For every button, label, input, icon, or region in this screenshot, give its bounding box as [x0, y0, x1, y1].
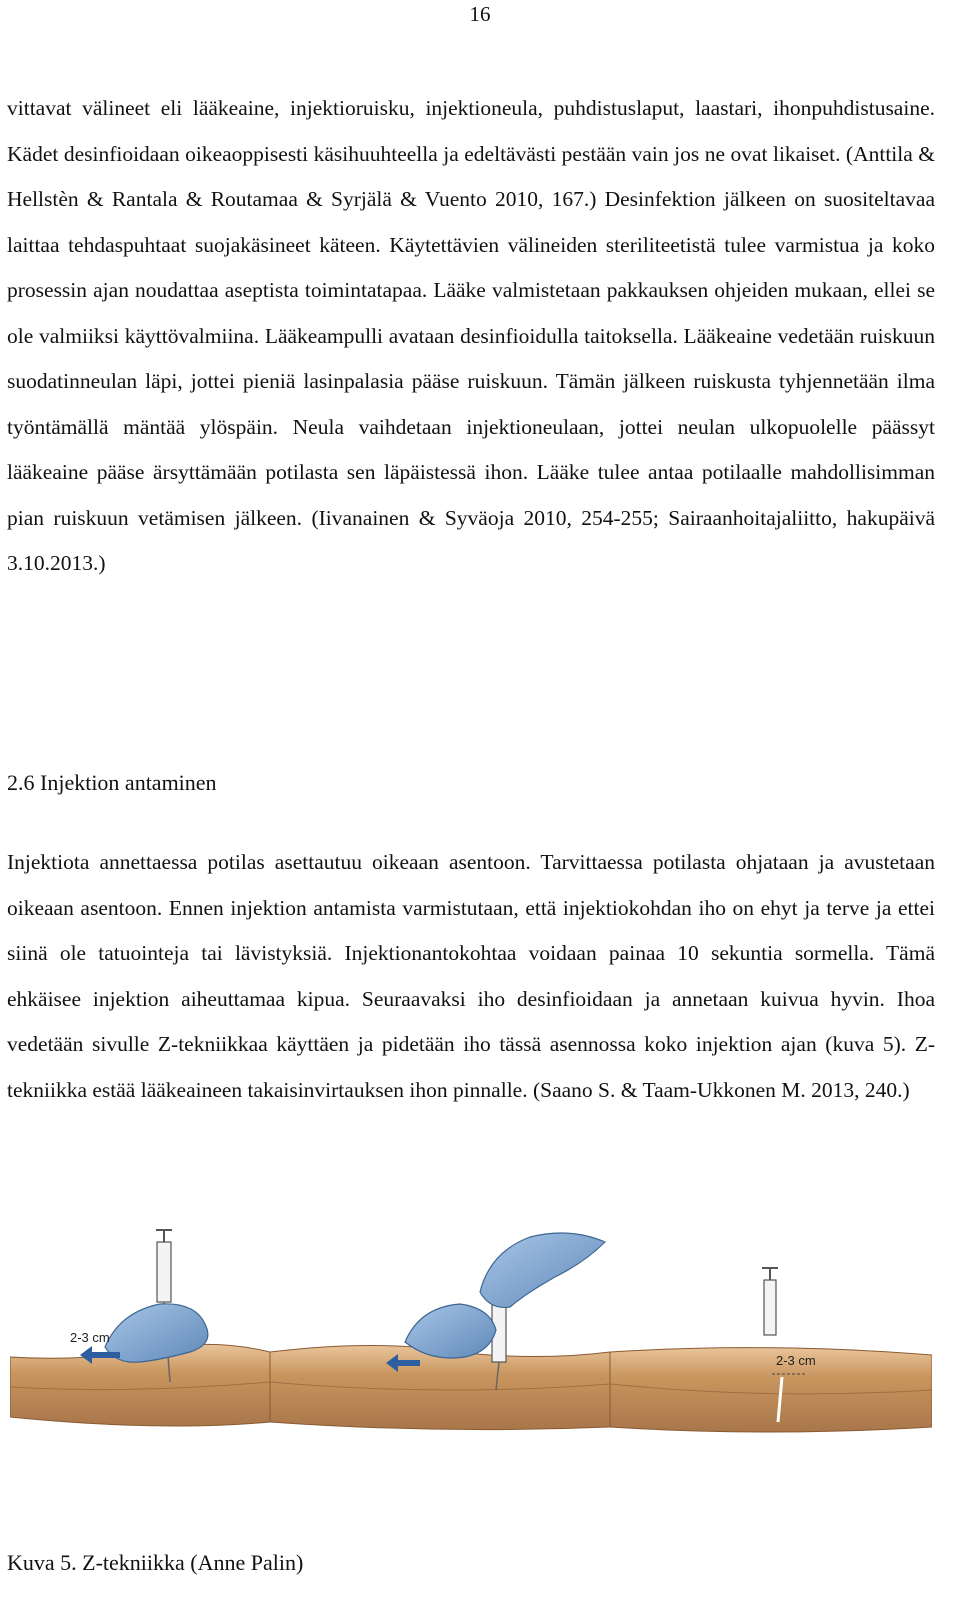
glove-2-upper	[480, 1233, 605, 1307]
z-technique-illustration	[10, 1212, 932, 1507]
skin-layer-3	[610, 1348, 932, 1432]
section-heading: 2.6 Injektion antaminen	[7, 770, 217, 795]
distance-label-right: 2-3 cm	[776, 1353, 816, 1368]
figure-caption: Kuva 5. Z-tekniikka (Anne Palin)	[7, 1550, 304, 1575]
body-paragraph-1: vittavat välineet eli lääkeaine, injektioruisku, injektioneula, puhdistuslaput, laastari, ihonpuhdistusaine. Kädet desinfioidaan oikeaoppisesti käsihuuhteella ja edeltävästi pestään vain jos ne ovat likaiset. (Anttila & Hellstèn & Rantala & Routamaa & Syrjälä & Vuento 2010, 167.) Desinfektion jälkeen on suositeltavaa laittaa tehdaspuhtaat suojakäsineet käteen. Käytettävien välineiden steriliteetistä tulee varmistua ja koko prosessin ajan noudattaa aseptista toimintatapaa. Lääke valmistetaan pakkauksen ohjeiden mukaan, ellei se ole valmiiksi käyttövalmiina. Lääkeampulli avataan desinfioidulla taitoksella. Lääkeaine vedetään ruiskuun suodatinneulan läpi, jottei pieniä lasinpalasia pääse ruiskuun. Tämän jälkeen ruiskusta tyhjennetään ilma työntämällä mäntää ylöspäin. Neula vaihdetaan injektioneulaan, jottei neulan ulkopuolelle päässyt lääkeaine pääse ärsyttämään potilasta sen läpäistessä ihon. Lääke tulee antaa potilaalle mahdollisimman pian ruiskuun vetämisen jälkeen. (Iivanainen & Syväoja 2010, 254-255; Sairaanhoitajaliitto, hakupäivä 3.10.2013.)	[7, 96, 935, 575]
syringe-3	[762, 1268, 778, 1335]
body-paragraph-2: Injektiota annettaessa potilas asettautuu oikeaan asentoon. Tarvittaessa potilasta ohjataan ja avustetaan oikeaan asentoon. Ennen injektion antamista varmistutaan, että injektiokohdan iho on ehyt ja terve ja ettei siinä ole tatuointeja tai lävistyksiä. Injektionantokohtaa voidaan painaa 10 sekuntia sormella. Tämä ehkäisee injektion aiheuttamaa kipua. Seuraavaksi iho desinfioidaan ja annetaan kuivua hyvin. Ihoa vedetään sivulle Z-tekniikkaa käyttäen ja pidetään iho tässä asennossa koko injektion ajan (kuva 5). Z-tekniikka estää lääkeaineen takaisinvirtauksen ihon pinnalle. (Saano S. & Taam-Ukkonen M. 2013, 240.)	[7, 850, 935, 1102]
distance-label-left: 2-3 cm	[70, 1330, 110, 1345]
glove-2-lower	[405, 1304, 496, 1358]
page-number: 16	[469, 2, 491, 26]
